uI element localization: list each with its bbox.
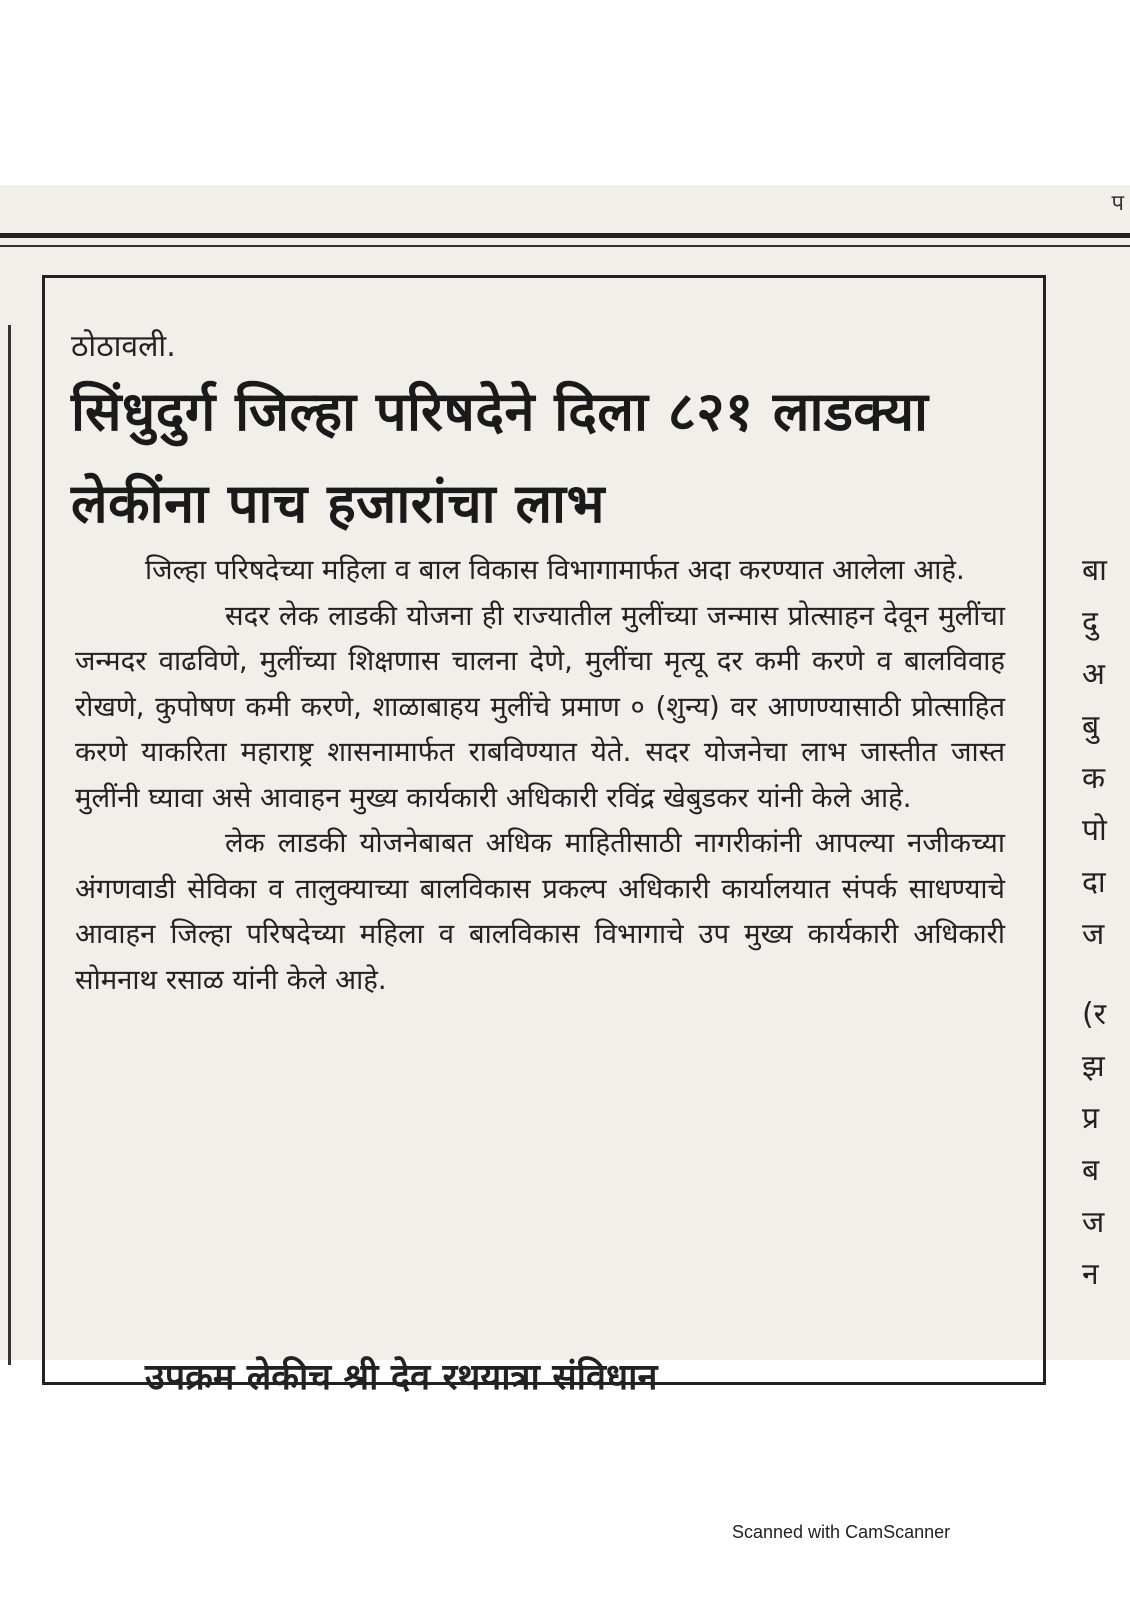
news-article-box [42,275,1046,1398]
article-body [75,548,1005,1003]
fragment: पो [1082,813,1107,848]
article-headline: सिंधुदुर्ग जिल्हा परिषदेने दिला ८२१ लाडक्या लेकींना पाच हजारांचा लाभ [71,380,929,535]
fragment: ब [1082,1153,1100,1188]
adjacent-article-fragment: प [1111,191,1124,216]
paragraph-1: जिल्हा परिषदेच्या महिला व बाल विकास विभागामार्फत अदा करण्यात आलेला आहे. [145,554,965,586]
fragment: प्र [1082,1101,1100,1136]
scanned-newspaper [0,185,1130,1398]
cut-off-heading: उपक्रम लेकीच श्री देव रथयात्रा संविधान [145,1357,658,1398]
fragment: अ [1082,657,1105,692]
adjacent-column-fragments [1082,545,1130,1301]
fragment: बु [1082,709,1100,744]
paragraph-3: लेक लाडकी योजनेबाबत अधिक माहितीसाठी नागरीकांनी आपल्या नजीकच्या अंगणवाडी सेविका व तालुक्याच्या बालविकास प्रकल्प अधिकारी कार्यालयात संपर्क साधण्याचे आवाहन जिल्हा परिषदेच्या महिला व बालविकास विभागाचे उप मुख्य कार्यकारी अधिकारी सोमनाथ रसाळ यांनी केले आहे. [75,827,1005,996]
fragment: न [1082,1257,1099,1292]
fragment: झ [1082,1049,1105,1084]
column-divider [8,325,11,1365]
fragment: (र [1082,997,1106,1032]
fragment: ज [1082,1205,1105,1240]
fragment: ज [1082,917,1105,952]
fragment: बा [1082,553,1107,588]
page-rule-thick [0,233,1130,238]
fragment: दा [1082,865,1106,900]
paragraph-2: सदर लेक लाडकी योजना ही राज्यातील मुलींच्या जन्मास प्रोत्साहन देवून मुलींचा जन्मदर वाढविणे, मुलींच्या शिक्षणास चालना देणे, मुलींचा मृत्यू दर कमी करणे व बालविवाह रोखणे, कुपोषण कमी करणे, शाळाबाहय मुलींचे प्रमाण ० (शुन्य) वर आणण्यासाठी प्रोत्साहित करणे याकरिता महाराष्ट्र शासनामार्फत राबविण्यात येते. सदर योजनेचा लाभ जास्तीत जास्त मुलींनी घ्यावा असे आवाहन मुख्य कार्यकारी अधिकारी रविंद्र खेबुडकर यांनी केले आहे. [75,599,1005,814]
fragment: क [1082,761,1106,796]
page-rule-thin [0,245,1130,247]
camscanner-watermark: Scanned with CamScanner [732,1522,951,1542]
dateline: ठोठावली. [71,329,176,364]
fragment: दु [1082,605,1098,640]
